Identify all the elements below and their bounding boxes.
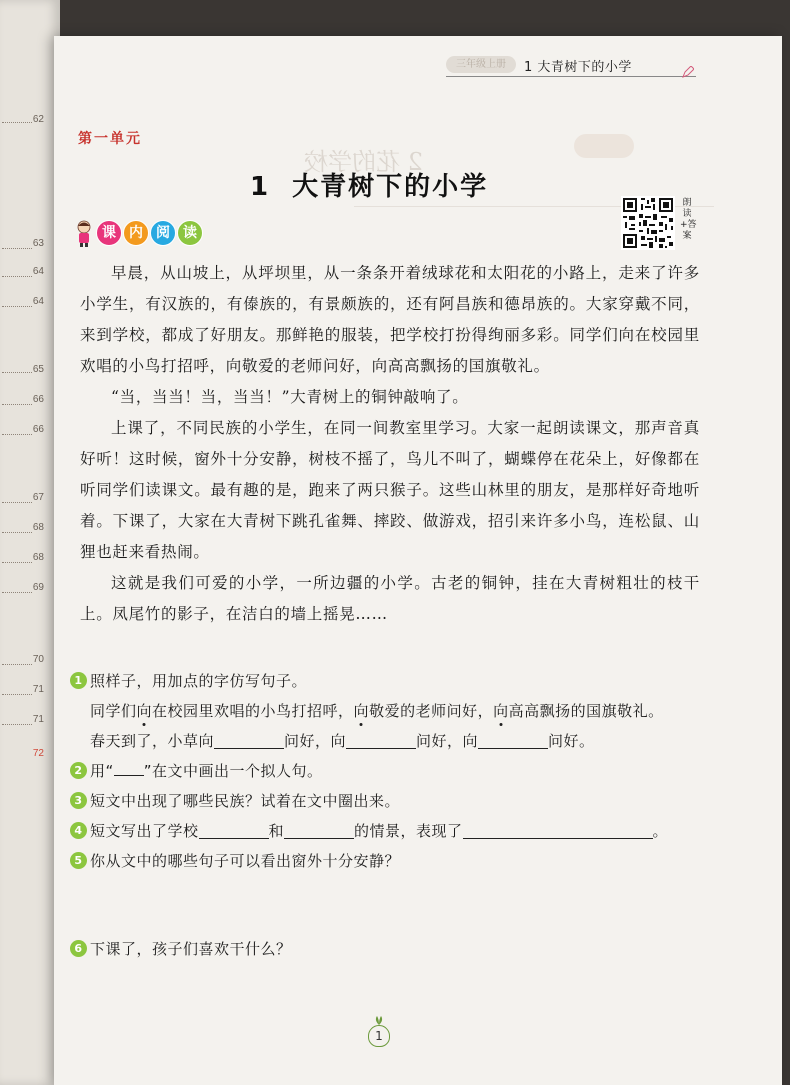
passage-paragraph: 这就是我们可爱的小学，一所边疆的小学。古老的铜钟，挂在大青树粗壮的枝干上。凤尾竹的影子，在洁白的墙上摇晃…… bbox=[80, 574, 700, 623]
lesson-title bbox=[250, 166, 488, 203]
question-number: 6 bbox=[70, 940, 87, 957]
question-number: 4 bbox=[70, 822, 87, 839]
question-number: 5 bbox=[70, 852, 87, 869]
example-text: 同学们 bbox=[90, 702, 137, 720]
answer-blank[interactable] bbox=[199, 822, 269, 839]
toc-leader bbox=[2, 532, 32, 533]
answer-blank[interactable] bbox=[478, 732, 548, 749]
leaf-icon bbox=[374, 1016, 384, 1025]
badge-char: 阅 bbox=[150, 220, 176, 246]
question-text: 照样子，用加点的字仿写句子。 bbox=[90, 672, 308, 690]
student-icon bbox=[74, 219, 94, 247]
answer-blank[interactable] bbox=[346, 732, 416, 749]
fill-text: 春天到了，小草向 bbox=[90, 732, 215, 750]
question-text: 。 bbox=[652, 822, 669, 840]
answer-blank[interactable] bbox=[463, 822, 653, 839]
passage-paragraph: 上课了，不同民族的小学生，在同一间教室里学习。大家一起朗读课文，那声音真好听！这时候，窗外十分安静，树枝不摇了，鸟儿不叫了，蝴蝶停在花朵上，好像都在听同学们读课文。最有趣的是，跑来了两只猴子。这些山林里的朋友，是那样好奇地听着。下课了，大家在大青树下跳孔雀舞、摔跤、做游戏，招引来许多小鸟，连松鼠、山狸也赶来看热闹。 bbox=[80, 419, 700, 561]
fill-text: 问好，向 bbox=[416, 732, 479, 750]
pencil-icon bbox=[682, 66, 694, 78]
toc-page-number: 67 bbox=[32, 492, 44, 503]
passage-paragraph: “当，当当！当，当当！”大青树上的铜钟敲响了。 bbox=[111, 388, 469, 406]
left-page-edge bbox=[0, 0, 60, 1085]
question-number: 1 bbox=[70, 672, 87, 689]
dotted-char: 向 bbox=[136, 702, 153, 720]
toc-leader bbox=[2, 306, 32, 307]
toc-page-number: 65 bbox=[32, 364, 44, 375]
toc-page-number: 62 bbox=[32, 114, 44, 125]
question-6 bbox=[70, 938, 292, 959]
question-number: 3 bbox=[70, 792, 87, 809]
lesson-number: 1 bbox=[250, 172, 271, 202]
header-rule bbox=[446, 76, 696, 77]
unit-label: 第一单元 bbox=[78, 131, 142, 147]
section-badge bbox=[74, 218, 204, 248]
lesson-title-text: 大青树下的小学 bbox=[292, 172, 489, 202]
toc-leader bbox=[2, 404, 32, 405]
toc-leader bbox=[2, 276, 32, 277]
passage-paragraph: 早晨，从山坡上，从坪坝里，从一条条开着绒球花和太阳花的小路上，走来了许多小学生，有汉族的，有傣族的，有景颇族的，还有阿昌族和德昂族的。大家穿戴不同，来到学校，都成了好朋友。那鲜艳的服装，把学校打扮得绚丽多彩。同学们向在校园里欢唱的小鸟打招呼，向敬爱的老师问好，向高高飘扬的国旗敬礼。 bbox=[80, 264, 700, 375]
toc-leader bbox=[2, 122, 32, 123]
toc-page-number: 64 bbox=[32, 296, 44, 307]
dotted-char: 向 bbox=[353, 702, 370, 720]
toc-page-number: 63 bbox=[32, 238, 44, 249]
toc-page-number: 66 bbox=[32, 424, 44, 435]
header-title: 1 大青树下的小学 bbox=[524, 60, 632, 75]
underline-mark bbox=[114, 766, 144, 776]
grade-crumb: 三年级上册 bbox=[446, 56, 516, 73]
toc-leader bbox=[2, 724, 32, 725]
question-text: 用“ bbox=[90, 762, 114, 780]
show-through-text: 2 花的学校 bbox=[304, 148, 423, 176]
toc-leader bbox=[2, 562, 32, 563]
question-2 bbox=[70, 760, 323, 781]
badge-char: 读 bbox=[177, 220, 203, 246]
qr-code[interactable] bbox=[621, 196, 675, 250]
dotted-char: 向 bbox=[493, 702, 509, 720]
fill-text: 问好。 bbox=[548, 732, 595, 750]
qr-caption: 朗读+答案 bbox=[680, 198, 697, 241]
question-3 bbox=[70, 790, 400, 811]
question-text: 的情景，表现了 bbox=[354, 822, 463, 840]
example-text: 高高飘扬的国旗敬礼。 bbox=[508, 702, 664, 720]
toc-leader bbox=[2, 248, 32, 249]
question-1 bbox=[70, 670, 307, 691]
question-5 bbox=[70, 850, 400, 871]
page-number: 1 bbox=[368, 1025, 390, 1047]
fill-in-sentence bbox=[90, 730, 595, 751]
question-text: ”在文中画出一个拟人句。 bbox=[143, 762, 323, 780]
toc-page-number: 69 bbox=[32, 582, 44, 593]
example-text: 在校园里欢唱的小鸟打招呼， bbox=[152, 702, 354, 720]
question-text: 你从文中的哪些句子可以看出窗外十分安静？ bbox=[90, 852, 401, 870]
toc-page-number: 68 bbox=[32, 522, 44, 533]
question-text: 短文写出了学校 bbox=[90, 822, 199, 840]
toc-leader bbox=[2, 664, 32, 665]
answer-blank[interactable] bbox=[214, 732, 284, 749]
badge-char: 内 bbox=[123, 220, 149, 246]
question-text: 和 bbox=[268, 822, 285, 840]
badge-char: 课 bbox=[96, 220, 122, 246]
toc-page-number: 66 bbox=[32, 394, 44, 405]
toc-page-number: 71 bbox=[32, 714, 44, 725]
answer-blank[interactable] bbox=[284, 822, 354, 839]
toc-page-number: 70 bbox=[32, 654, 44, 665]
toc-page-number: 68 bbox=[32, 552, 44, 563]
question-number: 2 bbox=[70, 762, 87, 779]
toc-leader bbox=[2, 592, 32, 593]
question-4 bbox=[70, 820, 668, 841]
toc-leader bbox=[2, 372, 32, 373]
toc-page-number: 64 bbox=[32, 266, 44, 277]
example-text: 敬爱的老师问好， bbox=[369, 702, 494, 720]
question-text: 短文中出现了哪些民族？试着在文中圈出来。 bbox=[90, 792, 401, 810]
example-sentence bbox=[90, 700, 664, 721]
page-header bbox=[446, 54, 696, 76]
toc-page-number: 71 bbox=[32, 684, 44, 695]
show-through-badge bbox=[574, 134, 634, 158]
toc-leader bbox=[2, 502, 32, 503]
toc-page-number: 72 bbox=[32, 748, 44, 759]
reading-passage bbox=[80, 258, 700, 630]
toc-leader bbox=[2, 434, 32, 435]
fill-text: 问好，向 bbox=[284, 732, 347, 750]
question-text: 下课了，孩子们喜欢干什么？ bbox=[90, 940, 292, 958]
toc-leader bbox=[2, 694, 32, 695]
